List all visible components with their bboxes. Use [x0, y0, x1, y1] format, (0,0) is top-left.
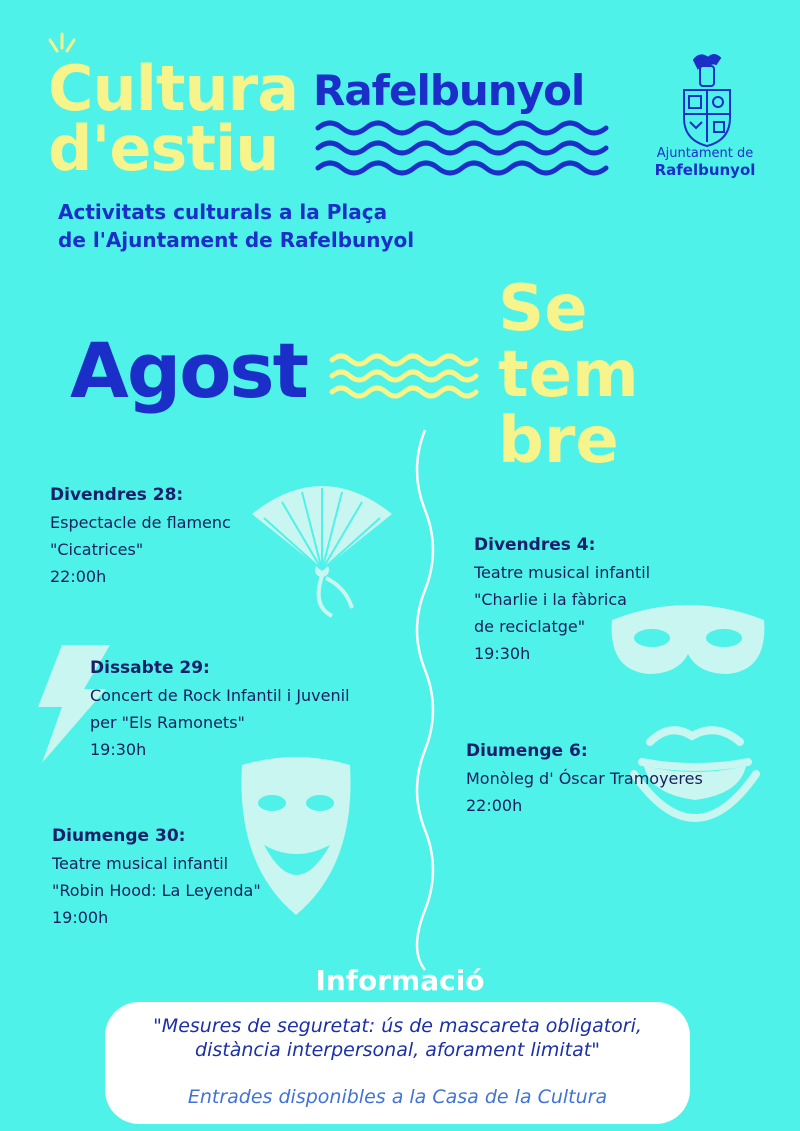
event-diumenge-6 [466, 738, 703, 819]
subtitle-line1: Activitats culturals a la Plaça [58, 200, 388, 224]
event-divendres-28 [50, 482, 231, 590]
event-diumenge-30 [52, 823, 261, 931]
setembre-part2: tem [498, 338, 639, 412]
logo-caption-line2: Rafelbunyol [654, 161, 756, 179]
event-day: Divendres 4: [474, 535, 596, 555]
event-divendres-4 [474, 532, 650, 667]
event-subtitle: "Cicatrices" [50, 540, 144, 559]
subtitle [58, 198, 414, 254]
wave-lines-icon [316, 118, 616, 180]
logo-caption-line1: Ajuntament de [656, 146, 754, 161]
event-dissabte-29 [90, 655, 350, 763]
safety-notice-line2: distància interpersonal, aforament limitat" [195, 1039, 600, 1061]
setembre-part3: bre [498, 404, 619, 478]
subtitle-line2: de l'Ajuntament de Rafelbunyol [58, 228, 415, 252]
brand-title: Rafelbunyol [313, 66, 585, 115]
setembre-part1: Se [498, 272, 588, 346]
title-destiu: d'estiu [48, 112, 279, 185]
month-agost: Agost [70, 326, 307, 415]
event-day: Diumenge 30: [52, 826, 186, 846]
tickets-info: Entrades disponibles a la Casa de la Cultura [187, 1086, 608, 1108]
event-title: Concert de Rock Infantil i Juvenil [90, 686, 350, 705]
hand-fan-icon [242, 478, 402, 628]
event-time: 19:30h [90, 740, 147, 759]
divider-wavy-line [400, 430, 450, 970]
event-time: 19:30h [474, 644, 531, 663]
event-subtitle: "Robin Hood: La Leyenda" [52, 881, 261, 900]
event-time: 22:00h [466, 796, 523, 815]
event-title: Teatre musical infantil [474, 563, 651, 582]
event-time: 19:00h [52, 908, 109, 927]
logo-caption [640, 146, 770, 179]
event-time: 22:00h [50, 567, 107, 586]
safety-notice-line1: "Mesures de seguretat: ús de mascareta obligatori, [153, 1015, 642, 1037]
event-subtitle: per "Els Ramonets" [90, 713, 245, 732]
month-setembre [498, 272, 639, 478]
event-subtitle-cont: de reciclatge" [474, 617, 586, 636]
event-day: Divendres 28: [50, 485, 184, 505]
event-subtitle: "Charlie i la fàbrica [474, 590, 627, 609]
event-day: Diumenge 6: [466, 741, 588, 761]
event-title: Teatre musical infantil [52, 854, 229, 873]
title-cultura: Cultura [48, 52, 299, 125]
event-title: Monòleg d' Óscar Tramoyeres [466, 769, 703, 788]
event-title: Espectacle de flamenc [50, 513, 231, 532]
small-wave-icon [330, 352, 480, 402]
safety-notice [105, 1014, 690, 1062]
event-day: Dissabte 29: [90, 658, 210, 678]
info-title: Informació [315, 964, 485, 997]
coat-of-arms-logo [672, 50, 742, 150]
